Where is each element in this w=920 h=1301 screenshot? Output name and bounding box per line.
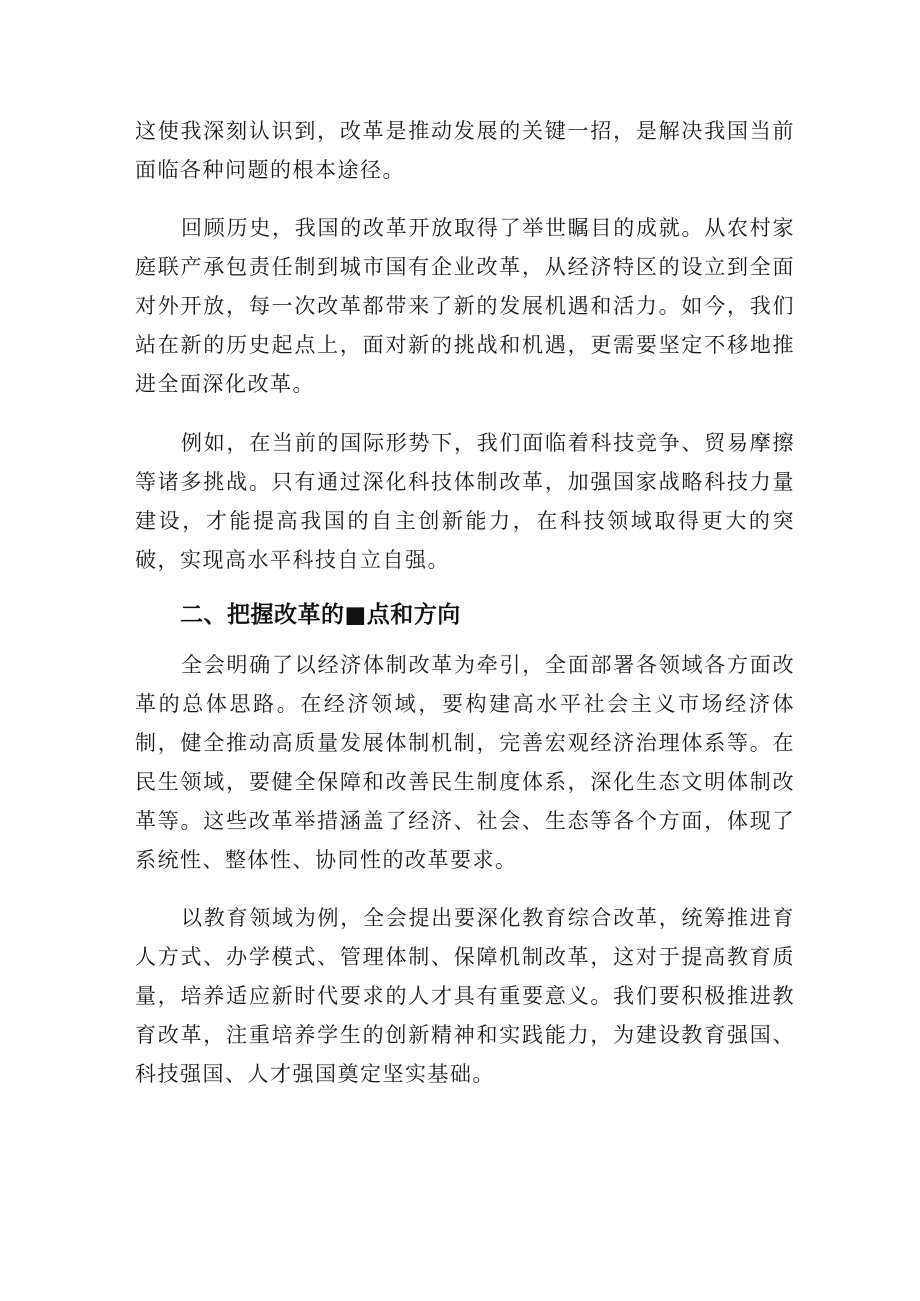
paragraph-history: 回顾历史，我国的改革开放取得了举世瞩目的成就。从农村家庭联产承包责任制到城市国有企业改革，从经济特区的设立到全面对外开放，每一次改革都带来了新的发展机遇和活力。如今，我们站在新的历史起点上，面对新的挑战和机遇，更需要坚定不移地推进全面深化改革。 (135, 216, 795, 396)
section-heading: 二、把握改革的■点和方向 (180, 602, 461, 628)
paragraph-continuation: 这使我深刻认识到，改革是推动发展的关键一招，是解决我国当前面临各种问题的根本途径。 (135, 119, 795, 182)
paragraph-reform-plan: 全会明确了以经济体制改革为牵引，全面部署各领域各方面改革的总体思路。在经济领域，要构建高水平社会主义市场经济体制，健全推动高质量发展体制机制，完善宏观经济治理体系等。在民生领域，要健全保障和改善民生制度体系，深化生态文明体制改革等。这些改革举措涵盖了经济、社会、生态等各个方面，体现了系统性、整体性、协同性的改革要求。 (135, 653, 795, 872)
paragraph-education: 以教育领域为例，全会提出要深化教育综合改革，统筹推进育人方式、办学模式、管理体制、保障机制改革，这对于提高教育质量，培养适应新时代要求的人才具有重要意义。我们要积极推进教育改革，注重培养学生的创新精神和实践能力，为建设教育强国、科技强国、人才强国奠定坚实基础。 (135, 906, 795, 1086)
document-body (135, 112, 795, 1094)
paragraph-example-tech: 例如，在当前的国际形势下，我们面临着科技竞争、贸易摩擦等诸多挑战。只有通过深化科技体制改革，加强国家战略科技力量建设，才能提高我国的自主创新能力，在科技领域取得更大的突破，实现高水平科技自立自强。 (135, 431, 795, 572)
